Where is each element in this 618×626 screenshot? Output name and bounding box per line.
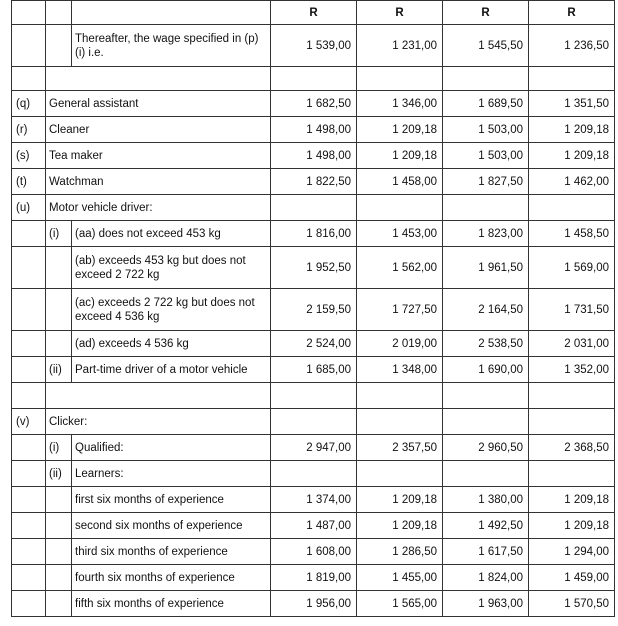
wage-value: 1 236,50 bbox=[529, 25, 615, 67]
wage-value: 2 538,50 bbox=[443, 331, 529, 357]
table-row bbox=[12, 67, 615, 91]
table-row bbox=[12, 331, 615, 357]
item-code: (u) bbox=[12, 195, 46, 221]
wage-value bbox=[529, 195, 615, 221]
table-row bbox=[12, 409, 615, 435]
wage-table bbox=[11, 0, 615, 617]
sub-item-code: (ii) bbox=[46, 357, 72, 383]
wage-value: 1 487,00 bbox=[271, 513, 357, 539]
table-row bbox=[12, 539, 615, 565]
wage-value: 1 617,50 bbox=[443, 539, 529, 565]
sub-item-code: (i) bbox=[46, 221, 72, 247]
wage-value: 1 682,50 bbox=[271, 91, 357, 117]
wage-value bbox=[271, 195, 357, 221]
description-cell bbox=[46, 67, 271, 91]
item-description: third six months of experience bbox=[72, 539, 271, 565]
item-description: Thereafter, the wage specified in (p)(i) i.e. bbox=[72, 25, 271, 67]
wage-value: 1 294,00 bbox=[529, 539, 615, 565]
wage-value: 1 352,00 bbox=[529, 357, 615, 383]
wage-value: 1 608,00 bbox=[271, 539, 357, 565]
value-cell bbox=[357, 67, 443, 91]
code-cell bbox=[12, 487, 46, 513]
table-row bbox=[12, 91, 615, 117]
code-cell bbox=[12, 247, 46, 289]
item-description: second six months of experience bbox=[72, 513, 271, 539]
wage-value: 1 374,00 bbox=[271, 487, 357, 513]
wage-value: 1 462,00 bbox=[529, 169, 615, 195]
wage-value bbox=[357, 195, 443, 221]
wage-value: 1 209,18 bbox=[529, 117, 615, 143]
wage-value: 1 458,00 bbox=[357, 169, 443, 195]
wage-value: 1 231,00 bbox=[357, 25, 443, 67]
value-cell bbox=[443, 383, 529, 409]
table-row bbox=[12, 513, 615, 539]
table-row bbox=[12, 565, 615, 591]
wage-value: 2 960,50 bbox=[443, 435, 529, 461]
wage-value: 1 209,18 bbox=[529, 513, 615, 539]
table-row bbox=[12, 487, 615, 513]
item-description: (ac) exceeds 2 722 kg but does not exceed 4 536 kg bbox=[72, 289, 271, 331]
wage-value: 2 357,50 bbox=[357, 435, 443, 461]
wage-value bbox=[529, 409, 615, 435]
sub-item-code bbox=[46, 247, 72, 289]
item-description: Tea maker bbox=[46, 143, 271, 169]
sub-item-code: (i) bbox=[46, 435, 72, 461]
wage-value: 2 019,00 bbox=[357, 331, 443, 357]
table-row bbox=[12, 221, 615, 247]
item-description: Clicker: bbox=[46, 409, 271, 435]
item-description: General assistant bbox=[46, 91, 271, 117]
value-cell bbox=[271, 383, 357, 409]
wage-value: 1 731,50 bbox=[529, 289, 615, 331]
item-description: fourth six months of experience bbox=[72, 565, 271, 591]
wage-value: 1 956,00 bbox=[271, 591, 357, 617]
code-cell bbox=[12, 357, 46, 383]
code-cell bbox=[12, 221, 46, 247]
currency-header: R bbox=[443, 1, 529, 25]
value-cell bbox=[529, 67, 615, 91]
item-code: (s) bbox=[12, 143, 46, 169]
sub-item-code bbox=[46, 539, 72, 565]
wage-value: 1 492,50 bbox=[443, 513, 529, 539]
wage-value: 1 453,00 bbox=[357, 221, 443, 247]
wage-value: 1 569,00 bbox=[529, 247, 615, 289]
wage-value: 1 961,50 bbox=[443, 247, 529, 289]
item-description: Learners: bbox=[72, 461, 271, 487]
table-row bbox=[12, 383, 615, 409]
wage-value: 1 570,50 bbox=[529, 591, 615, 617]
wage-value: 1 822,50 bbox=[271, 169, 357, 195]
wage-value bbox=[357, 409, 443, 435]
wage-value: 1 459,00 bbox=[529, 565, 615, 591]
table-row bbox=[12, 1, 615, 25]
sub-item-code bbox=[46, 513, 72, 539]
wage-value: 1 824,00 bbox=[443, 565, 529, 591]
currency-header: R bbox=[529, 1, 615, 25]
table-row bbox=[12, 169, 615, 195]
code-cell bbox=[12, 461, 46, 487]
code-cell bbox=[12, 513, 46, 539]
wage-value: 2 524,00 bbox=[271, 331, 357, 357]
wage-value: 1 503,00 bbox=[443, 143, 529, 169]
wage-value: 2 947,00 bbox=[271, 435, 357, 461]
wage-value: 1 952,50 bbox=[271, 247, 357, 289]
wage-value: 1 209,18 bbox=[529, 487, 615, 513]
wage-value: 2 164,50 bbox=[443, 289, 529, 331]
sub-item-code bbox=[46, 331, 72, 357]
wage-value: 1 539,00 bbox=[271, 25, 357, 67]
wage-value: 1 727,50 bbox=[357, 289, 443, 331]
table-row bbox=[12, 117, 615, 143]
item-description: fifth six months of experience bbox=[72, 591, 271, 617]
wage-value: 1 823,00 bbox=[443, 221, 529, 247]
code-cell bbox=[12, 67, 46, 91]
wage-value: 1 562,00 bbox=[357, 247, 443, 289]
wage-value: 1 503,00 bbox=[443, 117, 529, 143]
item-description: (aa) does not exceed 453 kg bbox=[72, 221, 271, 247]
wage-value bbox=[357, 461, 443, 487]
wage-value: 1 346,00 bbox=[357, 91, 443, 117]
table-row bbox=[12, 461, 615, 487]
item-code: (q) bbox=[12, 91, 46, 117]
wage-value: 1 286,50 bbox=[357, 539, 443, 565]
item-description: Cleaner bbox=[46, 117, 271, 143]
sub-item-code bbox=[46, 565, 72, 591]
item-code: (r) bbox=[12, 117, 46, 143]
wage-value: 1 351,50 bbox=[529, 91, 615, 117]
wage-value: 1 498,00 bbox=[271, 117, 357, 143]
wage-value bbox=[443, 409, 529, 435]
sub-item-code: (ii) bbox=[46, 461, 72, 487]
currency-header: R bbox=[357, 1, 443, 25]
item-description: Motor vehicle driver: bbox=[46, 195, 271, 221]
wage-value: 1 827,50 bbox=[443, 169, 529, 195]
description-cell bbox=[72, 1, 271, 25]
table-row bbox=[12, 247, 615, 289]
code-cell bbox=[12, 591, 46, 617]
item-description: first six months of experience bbox=[72, 487, 271, 513]
value-cell bbox=[357, 383, 443, 409]
value-cell bbox=[529, 383, 615, 409]
item-description: Watchman bbox=[46, 169, 271, 195]
table-row bbox=[12, 357, 615, 383]
wage-value: 2 159,50 bbox=[271, 289, 357, 331]
table-row bbox=[12, 143, 615, 169]
sub-item-code bbox=[46, 591, 72, 617]
wage-value bbox=[443, 195, 529, 221]
wage-value: 1 545,50 bbox=[443, 25, 529, 67]
description-cell bbox=[46, 383, 271, 409]
code-cell bbox=[12, 289, 46, 331]
wage-value: 2 368,50 bbox=[529, 435, 615, 461]
table-row bbox=[12, 591, 615, 617]
table-row bbox=[12, 435, 615, 461]
item-description: Qualified: bbox=[72, 435, 271, 461]
wage-value bbox=[529, 461, 615, 487]
wage-value: 1 209,18 bbox=[357, 143, 443, 169]
code-cell bbox=[12, 539, 46, 565]
table-row bbox=[12, 289, 615, 331]
wage-value: 1 209,18 bbox=[357, 513, 443, 539]
wage-value: 1 209,18 bbox=[357, 117, 443, 143]
wage-value: 1 689,50 bbox=[443, 91, 529, 117]
table-row bbox=[12, 25, 615, 67]
wage-value: 1 209,18 bbox=[529, 143, 615, 169]
wage-value bbox=[271, 409, 357, 435]
wage-value: 2 031,00 bbox=[529, 331, 615, 357]
wage-value: 1 380,00 bbox=[443, 487, 529, 513]
sub-item-code bbox=[46, 289, 72, 331]
code-cell bbox=[12, 1, 46, 25]
item-code: (t) bbox=[12, 169, 46, 195]
code-cell bbox=[12, 383, 46, 409]
sub-code-cell bbox=[46, 1, 72, 25]
wage-value bbox=[271, 461, 357, 487]
wage-value: 1 565,00 bbox=[357, 591, 443, 617]
wage-value: 1 209,18 bbox=[357, 487, 443, 513]
wage-value: 1 455,00 bbox=[357, 565, 443, 591]
wage-value: 1 458,50 bbox=[529, 221, 615, 247]
wage-value: 1 819,00 bbox=[271, 565, 357, 591]
item-code: (v) bbox=[12, 409, 46, 435]
code-cell bbox=[12, 25, 46, 67]
wage-value: 1 963,00 bbox=[443, 591, 529, 617]
code-cell bbox=[12, 331, 46, 357]
code-cell bbox=[12, 435, 46, 461]
table-row bbox=[12, 195, 615, 221]
wage-value bbox=[443, 461, 529, 487]
item-description: (ad) exceeds 4 536 kg bbox=[72, 331, 271, 357]
wage-value: 1 690,00 bbox=[443, 357, 529, 383]
wage-value: 1 498,00 bbox=[271, 143, 357, 169]
sub-item-code bbox=[46, 487, 72, 513]
currency-header: R bbox=[271, 1, 357, 25]
item-description: (ab) exceeds 453 kg but does not exceed 2 722 kg bbox=[72, 247, 271, 289]
code-cell bbox=[12, 565, 46, 591]
wage-value: 1 816,00 bbox=[271, 221, 357, 247]
wage-value: 1 348,00 bbox=[357, 357, 443, 383]
wage-value: 1 685,00 bbox=[271, 357, 357, 383]
sub-code-cell bbox=[46, 25, 72, 67]
item-description: Part-time driver of a motor vehicle bbox=[72, 357, 271, 383]
value-cell bbox=[443, 67, 529, 91]
value-cell bbox=[271, 67, 357, 91]
